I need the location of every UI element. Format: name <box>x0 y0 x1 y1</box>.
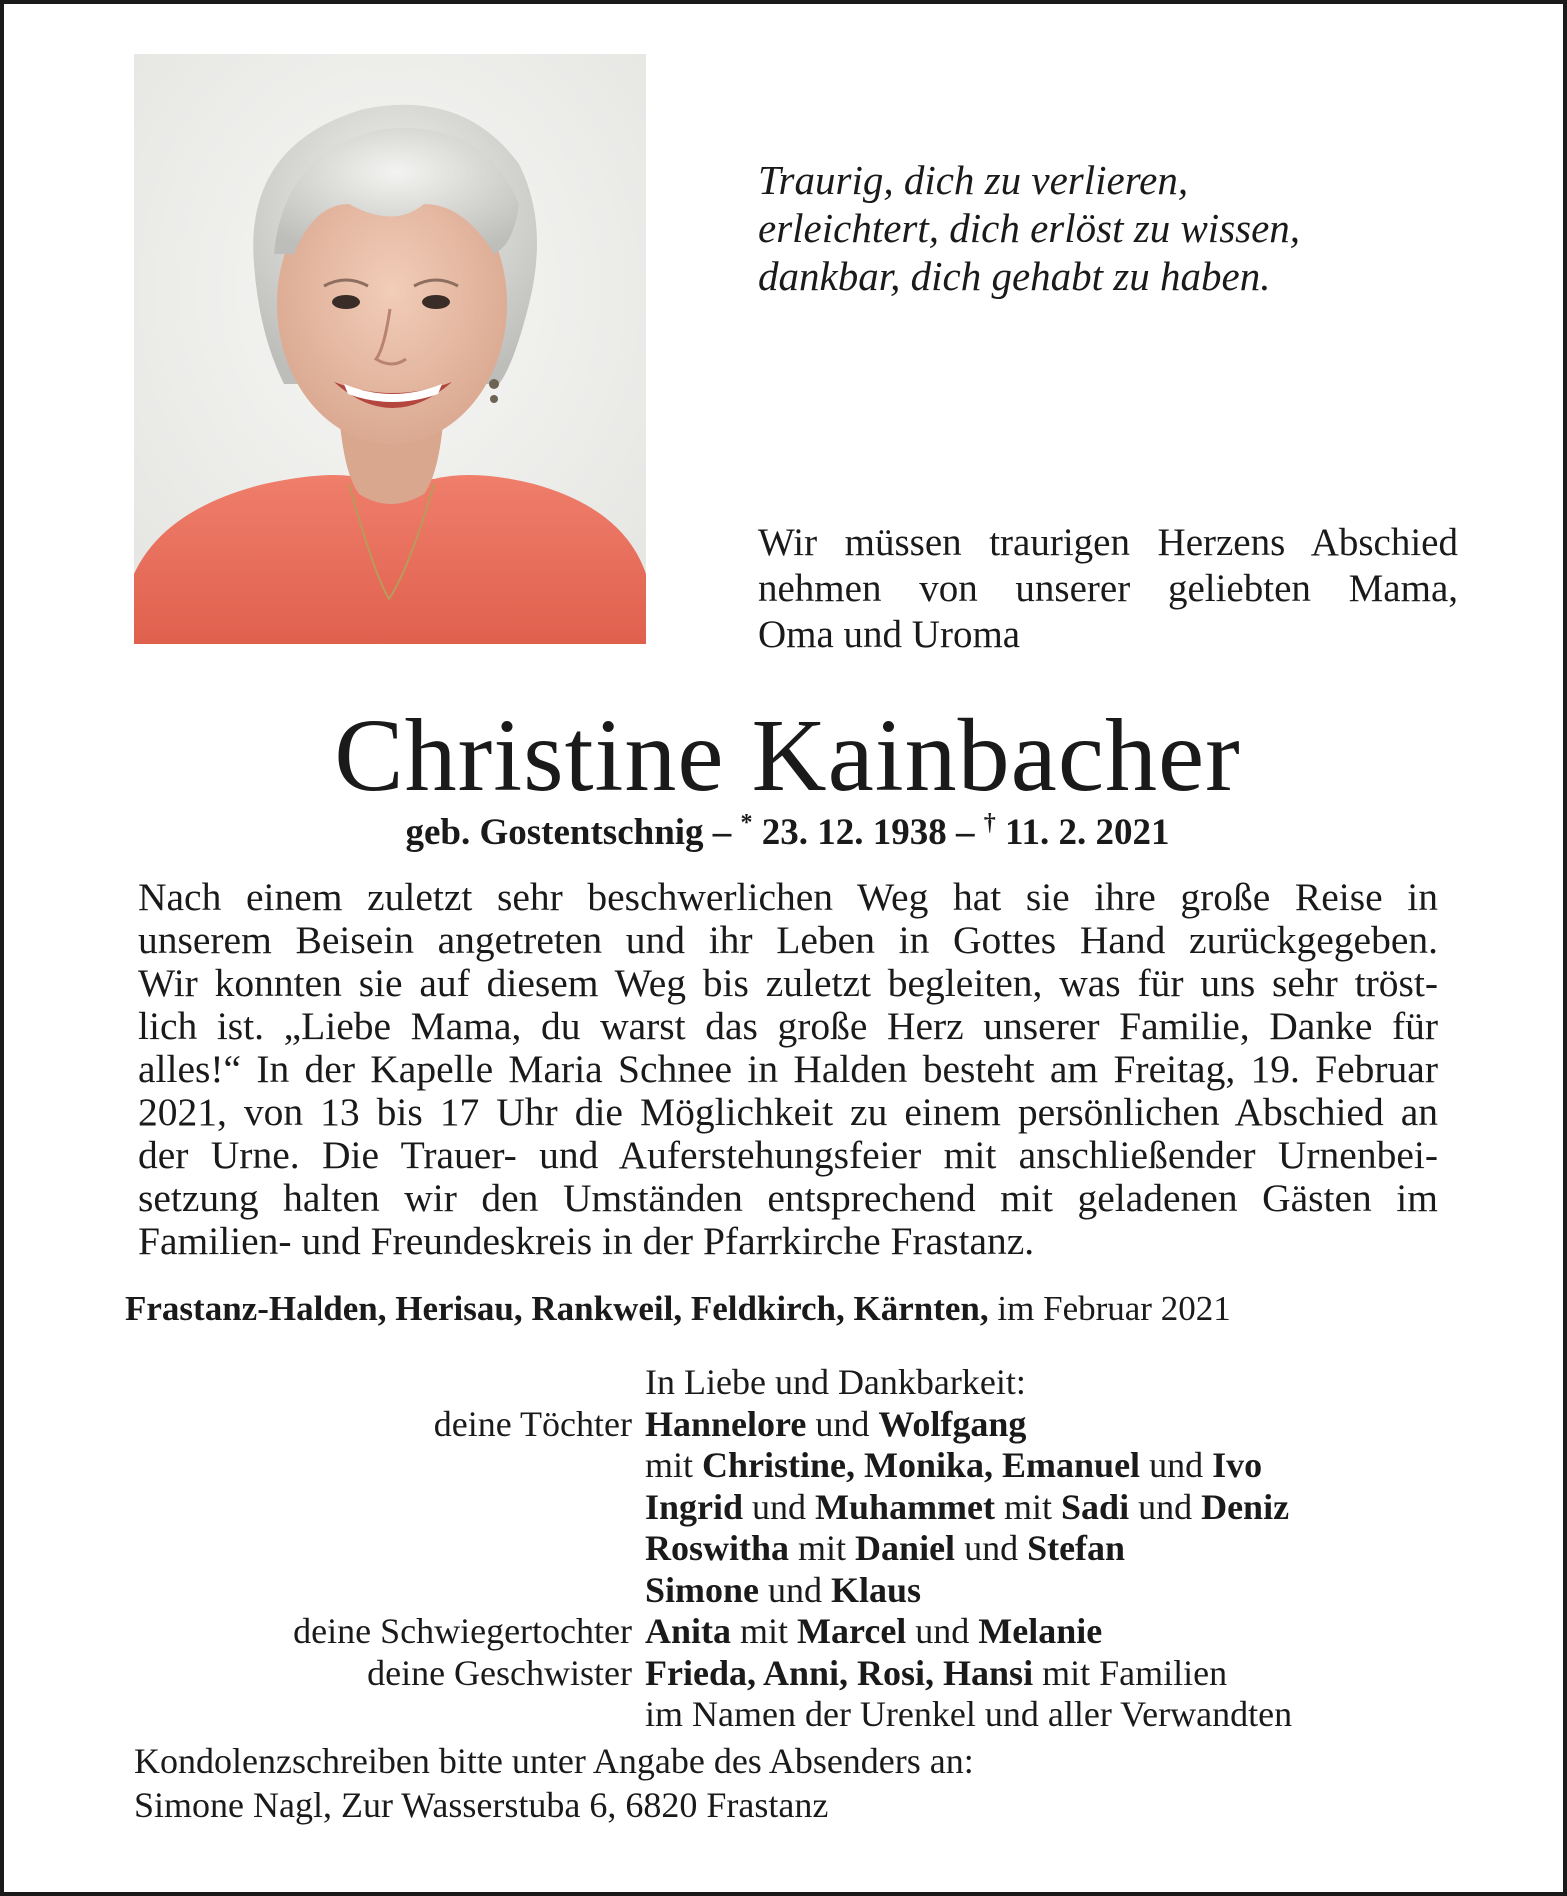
body-line: lich ist. „Liebe Mama, du warst das große Herz unserer Familie, Danke für <box>138 1004 1438 1048</box>
deceased-name: Christine Kainbacher <box>334 698 1241 813</box>
places-date-line <box>125 1287 1455 1331</box>
memorial-quote <box>758 156 1478 300</box>
mourner-name: Daniel <box>855 1528 956 1568</box>
body-line: setzung halten wir den Umständen entsprechend mit geladenen Gästen im <box>138 1176 1438 1220</box>
mourner-row <box>104 1570 1484 1612</box>
body-text <box>138 876 1438 1263</box>
mourner-names <box>645 1445 1262 1486</box>
body-line: 2021, von 13 bis 17 Uhr die Möglichkeit zu einem persönlichen Abschied an <box>138 1090 1438 1134</box>
mourner-name: Deniz <box>1201 1486 1290 1527</box>
mourner-name: Muhammet <box>815 1486 996 1527</box>
connector-text: und <box>955 1528 1028 1568</box>
connector-text: und <box>1129 1486 1202 1527</box>
condolence-line: Kondolenzschreiben bitte unter Angabe des Absenders an: <box>134 1741 974 1781</box>
mourner-names <box>645 1611 1102 1652</box>
body-line: Familien- und Freundeskreis in der Pfarrkirche Frastanz. <box>138 1219 1035 1263</box>
mourners-heading: In Liebe und Dankbarkeit: <box>645 1362 1026 1402</box>
birth-symbol: * <box>740 810 753 836</box>
quote-line: Traurig, dich zu verlieren, <box>758 157 1189 203</box>
quote-line: erleichtert, dich erlöst zu wissen, <box>758 205 1301 251</box>
connector-text: mit <box>731 1611 798 1651</box>
mourners-heading-row <box>104 1362 1484 1404</box>
connector-text: mit <box>645 1445 703 1485</box>
mourner-name: Hannelore <box>645 1403 807 1444</box>
mourner-names <box>645 1528 1125 1569</box>
birth-death-line <box>4 810 1567 856</box>
mourner-name: Roswitha <box>645 1528 790 1568</box>
connector-text: mit Familien <box>1033 1652 1228 1693</box>
relation-label: deine Schwiegertochter <box>293 1611 632 1651</box>
body-line: der Urne. Die Trauer- und Auferstehungsfeier mit anschließender Urnenbei- <box>138 1133 1438 1177</box>
date-text: im Februar 2021 <box>988 1289 1231 1328</box>
mourner-row <box>104 1528 1484 1570</box>
connector-text: mit <box>789 1528 856 1568</box>
mourners-list <box>104 1362 1484 1736</box>
quote-line: dankbar, dich gehabt zu haben. <box>758 253 1271 299</box>
intro-line: Wir müssen traurigen Herzens Abschied <box>758 521 1458 564</box>
portrait-photo <box>134 54 646 644</box>
body-line: alles!“ In der Kapelle Maria Schnee in Halden besteht am Freitag, 19. Februar <box>138 1047 1438 1091</box>
body-line: unserem Beisein angetreten und ihr Leben in Gottes Hand zurückgegeben. <box>138 918 1438 962</box>
mourner-name: Simone <box>645 1569 760 1610</box>
mourner-row <box>104 1487 1484 1529</box>
intro-line: Oma und Uroma <box>758 613 1021 656</box>
condolence-address <box>134 1739 1334 1827</box>
mourner-name: Ingrid <box>645 1486 744 1527</box>
intro-line: nehmen von unserer geliebten Mama, <box>758 567 1458 610</box>
connector-text: und <box>806 1403 879 1444</box>
mourner-name: Christine, Monika, Emanuel <box>702 1445 1141 1485</box>
mourner-row <box>104 1611 1484 1653</box>
mourner-row <box>104 1694 1484 1736</box>
mourner-row <box>104 1404 1484 1446</box>
mourner-names <box>645 1653 1227 1694</box>
connector-text: im Namen der Urenkel und aller Verwandten <box>645 1694 1293 1734</box>
mourner-name: Frieda, Anni, Rosi, Hansi <box>645 1652 1034 1693</box>
mourner-name: Sadi <box>1061 1486 1130 1527</box>
intro-text <box>758 520 1458 658</box>
mourner-names <box>645 1487 1289 1528</box>
relation-label: deine Geschwister <box>367 1652 632 1693</box>
body-line: Wir konnten sie auf diesem Weg bis zuletzt begleiten, was für uns sehr tröst- <box>138 961 1438 1005</box>
connector-text: und <box>906 1611 979 1651</box>
connector-text: und <box>759 1569 832 1610</box>
maiden-name: geb. Gostentschnig – <box>405 812 741 853</box>
mourner-name: Marcel <box>797 1611 907 1651</box>
connector-text: mit <box>995 1486 1062 1527</box>
death-date: 11. 2. 2021 <box>995 812 1170 853</box>
mourner-name: Stefan <box>1027 1528 1126 1568</box>
mourner-name: Wolfgang <box>878 1403 1027 1444</box>
mourner-name: Ivo <box>1212 1445 1263 1485</box>
mourner-name: Melanie <box>978 1611 1103 1651</box>
relation-label: deine Töchter <box>433 1403 632 1444</box>
mourner-names <box>645 1570 921 1611</box>
body-line: Nach einem zuletzt sehr beschwerlichen Weg hat sie ihre große Reise in <box>138 875 1438 919</box>
death-symbol: † <box>983 810 996 836</box>
mourner-names <box>645 1694 1292 1735</box>
mourner-row <box>104 1445 1484 1487</box>
mourner-names <box>645 1404 1026 1445</box>
places: Frastanz-Halden, Herisau, Rankweil, Feldkirch, Kärnten, <box>125 1289 989 1328</box>
condolence-line: Simone Nagl, Zur Wasserstuba 6, 6820 Frastanz <box>134 1785 829 1825</box>
mourner-name: Anita <box>645 1611 732 1651</box>
mourner-name: Klaus <box>831 1569 922 1610</box>
connector-text: und <box>1140 1445 1213 1485</box>
mourner-row <box>104 1653 1484 1695</box>
connector-text: und <box>743 1486 816 1527</box>
mourners-rows <box>104 1404 1484 1736</box>
birth-date: 23. 12. 1938 – <box>752 812 984 853</box>
